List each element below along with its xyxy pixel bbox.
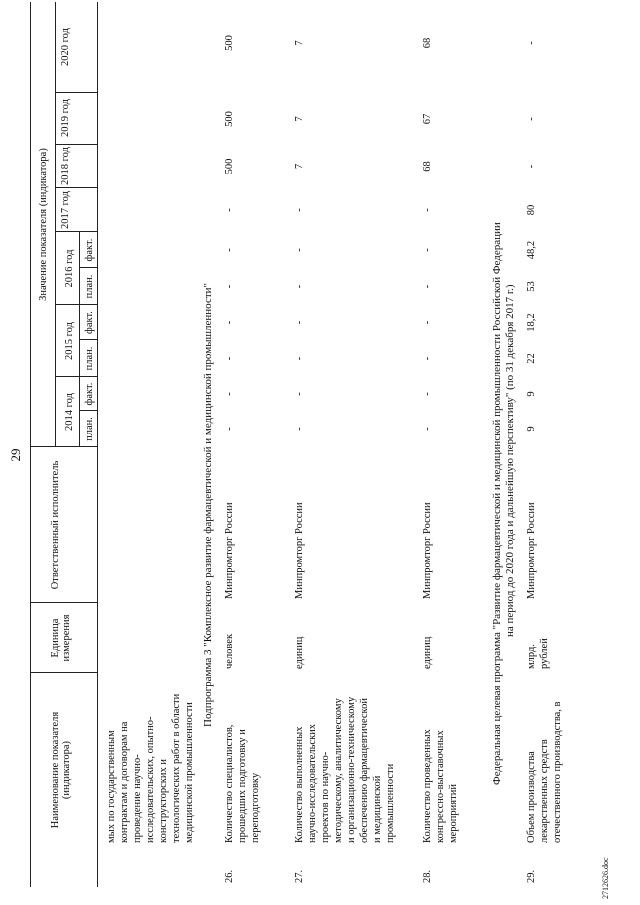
row-name-line: конгрессно-выставочных [435, 730, 446, 843]
value-2019: 7 [294, 116, 305, 122]
value-2017: - [422, 208, 433, 212]
row-unit-line: млрд. [526, 644, 537, 669]
continued-line: мых по государственным [106, 730, 117, 843]
value-2019: 500 [224, 111, 235, 127]
value-2018: - [526, 164, 537, 169]
value-2020: - [526, 41, 537, 45]
row-name-line: отечественного производства, в [552, 701, 563, 843]
row-name-line: и медицинской [372, 775, 383, 843]
value-2015-fact: - [422, 320, 433, 325]
header-2020: 2020 год [60, 28, 71, 66]
value-2014-plan: - [422, 427, 433, 431]
row-name-line: обеспечению фармацевтической [359, 698, 370, 843]
row-name-line: методическому, аналитическому [333, 698, 344, 843]
value-2020: 7 [294, 40, 305, 46]
row-number: 28. [422, 869, 433, 883]
row-number: 29. [526, 869, 537, 883]
header-2014: 2014 год [64, 393, 75, 431]
row-name-line: Количество специалистов, [224, 724, 235, 843]
row-name-line: научно-исследовательских [307, 723, 318, 843]
row-unit: единиц [294, 636, 305, 669]
value-2015-plan: - [294, 356, 305, 361]
value-2016-fact: - [422, 248, 433, 252]
value-2018: 7 [294, 163, 305, 170]
value-2014-fact: - [294, 392, 305, 396]
value-2015-plan: 22 [526, 353, 537, 364]
value-2014-plan: 9 [526, 426, 537, 432]
header-plan: план. [84, 274, 95, 299]
col-divider-2020 [55, 92, 98, 93]
col-divider-exec [30, 602, 98, 603]
row-executor: Минпромторг России [224, 502, 235, 599]
value-2014-plan: - [294, 427, 305, 431]
value-2017: - [224, 208, 235, 212]
continued-line: исследовательских, опытно- [145, 716, 156, 843]
col-divider-2018 [55, 187, 98, 188]
header-2016: 2016 год [64, 249, 75, 288]
value-2015-fact: - [224, 320, 235, 325]
col-divider-2019 [55, 144, 98, 145]
row-name-line: промышленности [385, 763, 396, 843]
subprogram-title: Подпрограмма 3 "Комплексное развитие фармацевтической и медицинской промышленности" [202, 282, 214, 727]
row-unit: человек [224, 633, 235, 669]
row-number: 27. [294, 869, 305, 883]
continued-line: технологических работ в области [171, 693, 182, 843]
value-2014-fact: - [224, 392, 235, 396]
header-value-group: Значение показателя (индикатора) [38, 148, 49, 301]
header-2015: 2015 год [64, 322, 75, 360]
row-number: 26. [224, 869, 235, 883]
page-number: 29 [8, 448, 23, 462]
value-2020: 68 [422, 37, 433, 49]
value-2014-plan: - [224, 427, 235, 431]
table-header-bottom-border [97, 2, 98, 887]
row-unit: единиц [422, 636, 433, 669]
continued-line: медицинской промышленности [184, 702, 195, 843]
value-2017: 80 [526, 204, 537, 216]
header-plan: план. [84, 346, 95, 371]
value-2018: 68 [422, 161, 433, 172]
row-executor: Минпромторг России [526, 502, 537, 599]
value-2016-plan: 53 [526, 281, 537, 292]
value-2018: 500 [224, 158, 235, 175]
value-2016-plan: - [422, 284, 433, 289]
header-fact: факт. [84, 311, 95, 334]
value-2019: 67 [422, 113, 433, 125]
header-executor: Ответственный исполнитель [50, 460, 61, 590]
value-2016-fact: 48,2 [526, 240, 537, 260]
row-name-line: Объем производства [526, 751, 537, 843]
header-2019: 2019 год [60, 99, 71, 137]
value-2017: - [294, 208, 305, 212]
value-2016-plan: - [294, 284, 305, 289]
value-2016-fact: - [294, 248, 305, 252]
row-name-line: переподготовку [250, 772, 261, 843]
row-executor: Минпромторг России [294, 502, 305, 599]
continued-line: контрактам и договорам на [119, 721, 130, 843]
header-unit: Единица измерения [50, 614, 72, 662]
value-2015-fact: 18,2 [526, 313, 537, 332]
row-name-line: Количество выполненных [294, 726, 305, 843]
value-2015-fact: - [294, 320, 305, 325]
continued-line: проведение научно- [132, 754, 143, 843]
value-2014-fact: 9 [526, 391, 537, 397]
row-name-line: и организационно-техническому [346, 696, 357, 843]
row-name-line: проектов по научно- [320, 751, 331, 843]
row-name-line: прошедших подготовку и [237, 729, 248, 843]
value-2015-plan: - [224, 356, 235, 361]
program-title-line1: Федеральная целевая программа "Развитие фармацевтической и медицинской промышленности Российской Федерации [491, 222, 503, 785]
value-2020: 500 [224, 35, 235, 51]
value-2016-plan: - [224, 284, 235, 289]
row-name-line: лекарственных средств [539, 739, 550, 843]
continued-line: конструкторских и [158, 759, 169, 843]
value-group-divider [55, 2, 56, 447]
header-fact: факт. [84, 382, 95, 406]
value-2014-fact: - [422, 392, 433, 396]
header-fact: факт. [84, 238, 95, 262]
header-name: Наименование показателя (индикатора) [50, 711, 72, 829]
col-divider-unit [30, 672, 98, 673]
row-executor: Минпромторг России [422, 502, 433, 599]
row-unit-line: рублей [539, 638, 550, 669]
program-title-line2: на период до 2020 года и дальнейшую перспективу" (по 31 декабря 2017 г.) [504, 284, 516, 637]
table-top-border [30, 2, 31, 887]
value-2019: - [526, 117, 537, 121]
row-name-line: мероприятий [448, 784, 459, 843]
header-2018: 2018 год [60, 147, 71, 185]
row-name-line: Количество проведенных [422, 729, 433, 843]
header-plan: план. [84, 417, 95, 441]
value-2016-fact: - [224, 248, 235, 252]
file-code: 2712626.doc [601, 857, 610, 899]
header-2017: 2017 год [60, 191, 71, 229]
value-2015-plan: - [422, 356, 433, 361]
